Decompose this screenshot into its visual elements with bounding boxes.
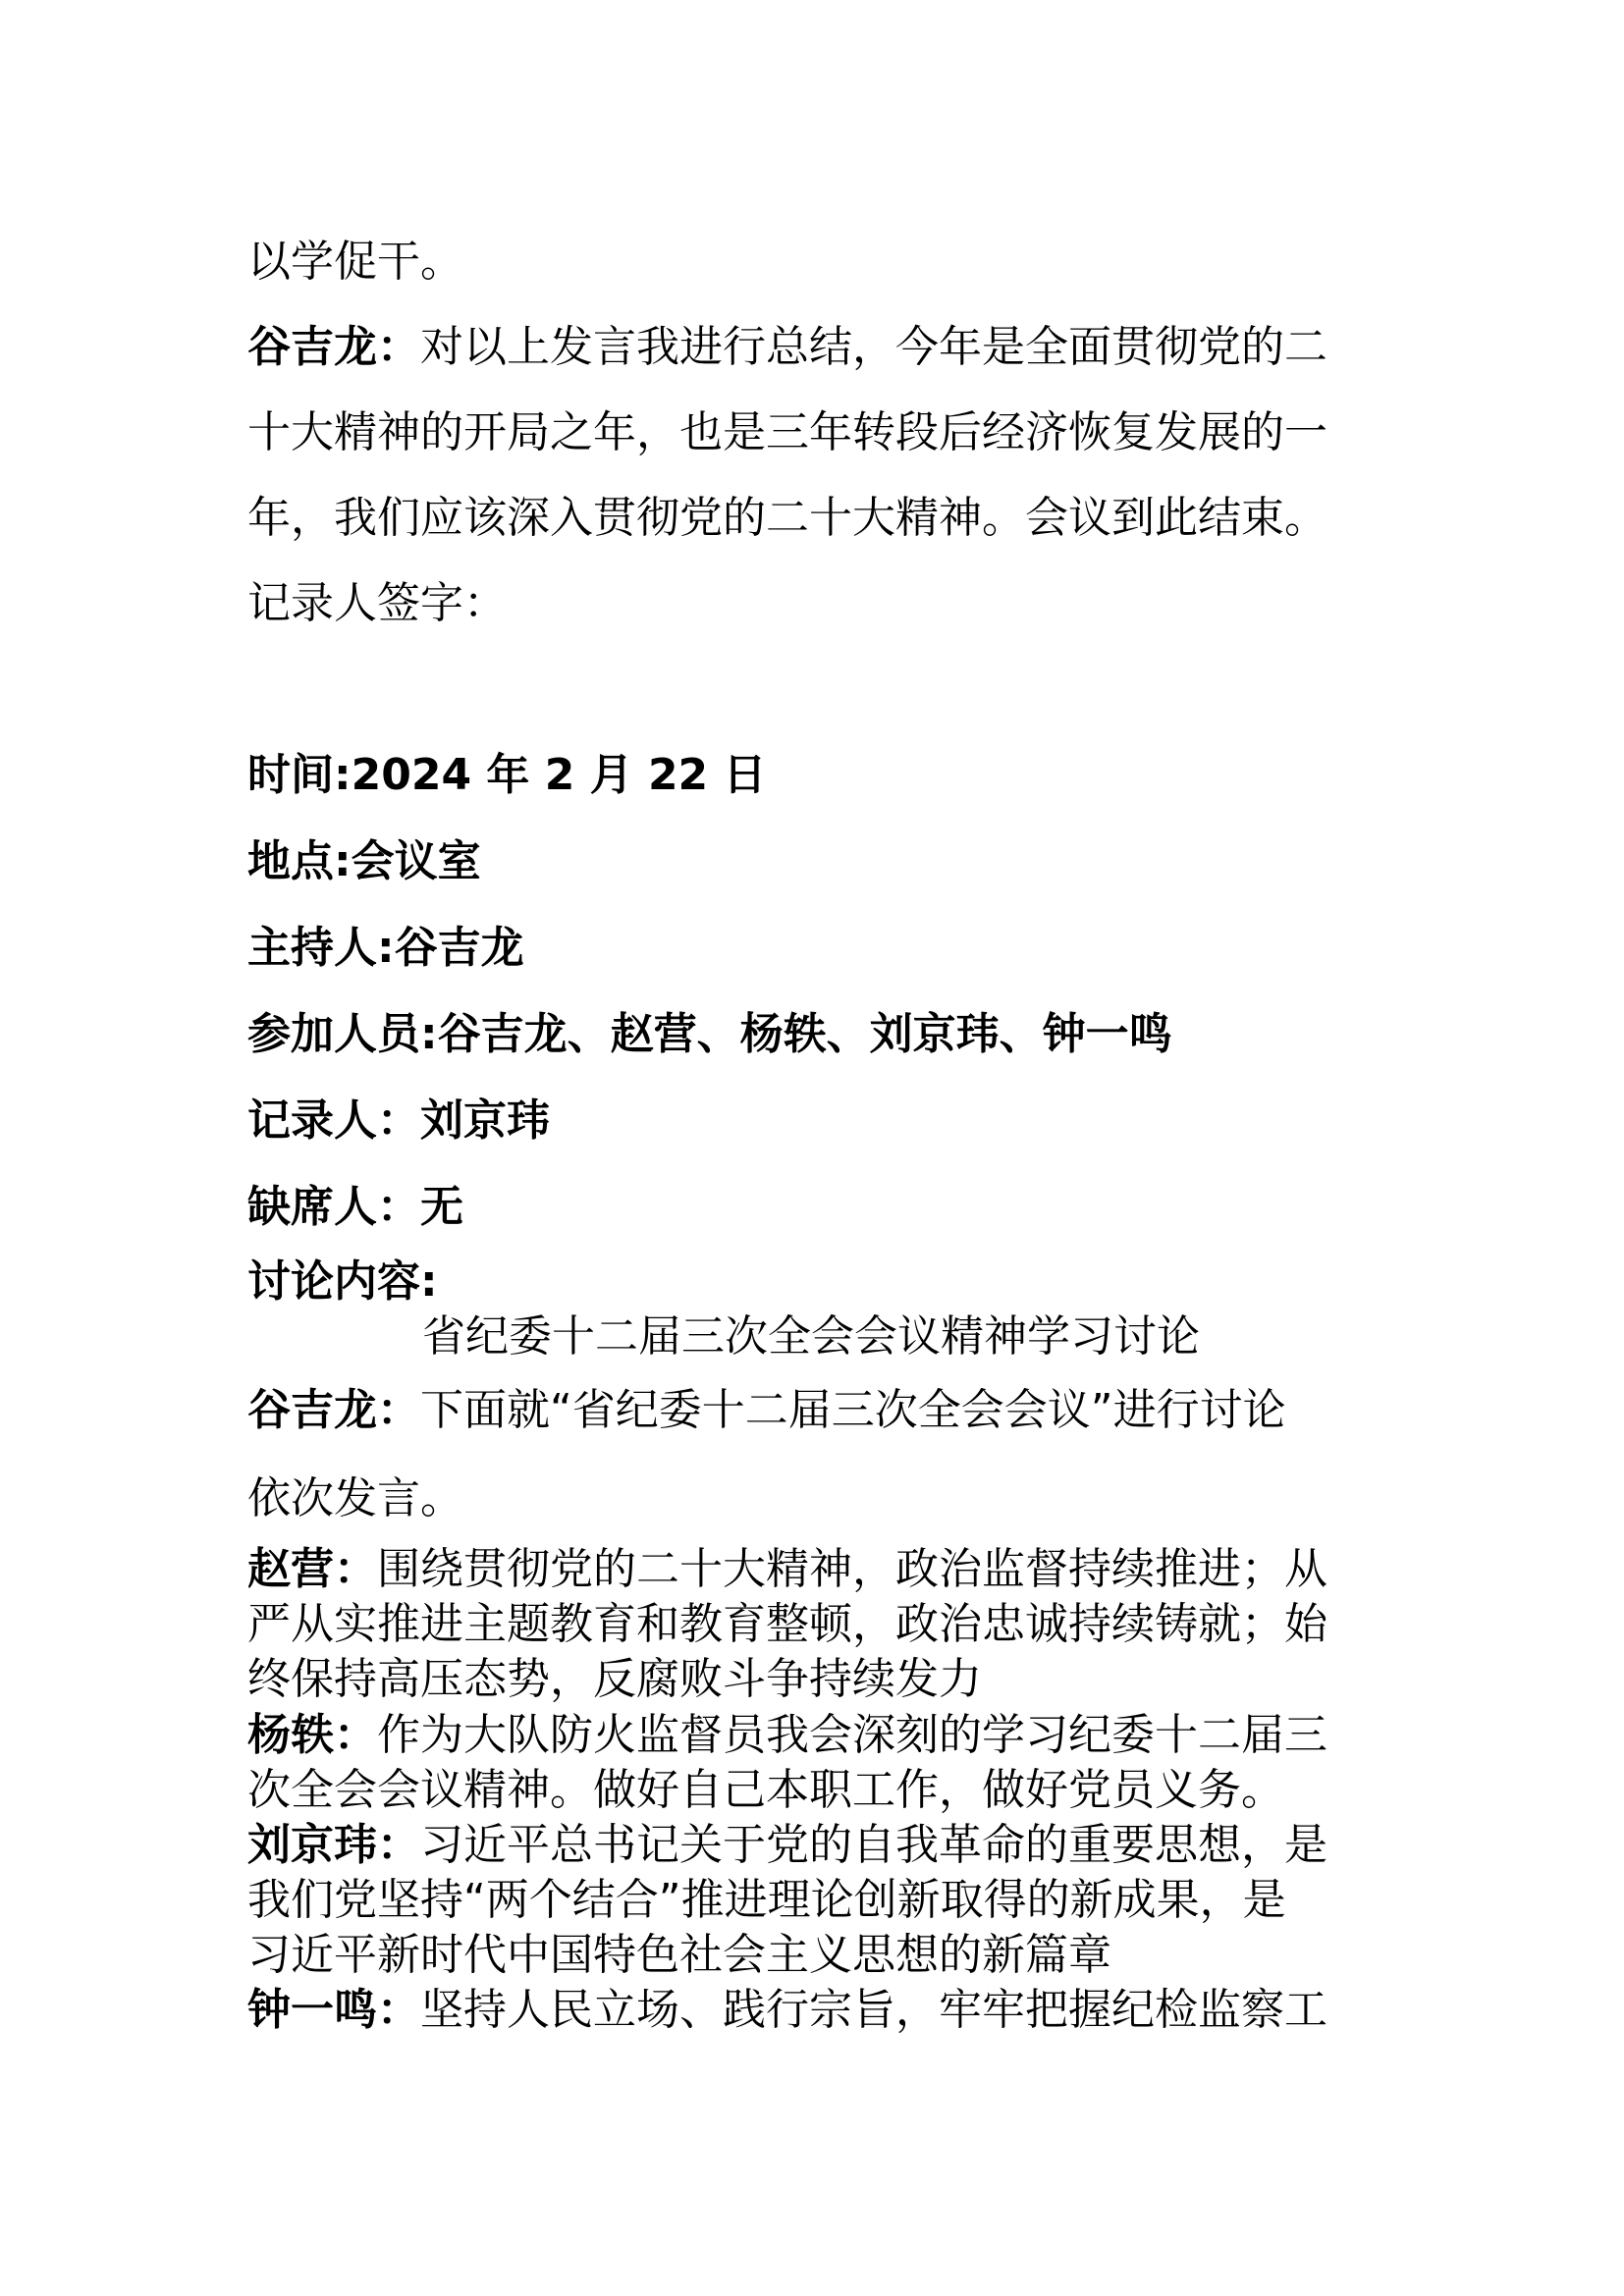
meeting-host: 主持人:谷吉龙 <box>247 923 524 973</box>
meeting-time: 时间:2024 年 2 月 22 日 <box>247 750 767 800</box>
speaker-name: 谷吉龙： <box>247 1385 420 1435</box>
speaker-name: 钟一鸣： <box>247 1985 420 2035</box>
speaker-name: 刘京玮： <box>247 1820 420 1870</box>
speaker-name: 杨轶： <box>247 1710 377 1760</box>
speech-text: 坚持人民立场、践行宗旨，牢牢把握纪检监察工 <box>420 1985 1327 2035</box>
text-line: 次全会会议精神。做好自己本职工作，做好党员义务。 <box>247 1765 1284 1815</box>
signature-label: 记录人签字： <box>247 578 507 628</box>
speaker-name: 谷吉龙： <box>247 322 420 372</box>
meeting-participants: 参加人员:谷吉龙、赵营、杨轶、刘京玮、钟一鸣 <box>247 1009 1172 1059</box>
speech-text: 习近平总书记关于党的自我革命的重要思想，是 <box>420 1820 1327 1870</box>
speech-text: 围绕贯彻党的二十大精神，政治监督持续推进；从 <box>377 1544 1327 1594</box>
text-line: 十大精神的开局之年，也是三年转段后经济恢复发展的一 <box>247 407 1327 457</box>
meeting-place: 地点:会议室 <box>247 836 481 886</box>
host-speech-line <box>247 1385 1286 1435</box>
speech-line <box>247 1820 1327 1870</box>
text-line: 年，我们应该深入贯彻党的二十大精神。会议到此结束。 <box>247 493 1327 543</box>
text-line: 终保持高压态势，反腐败斗争持续发力 <box>247 1654 982 1704</box>
meeting-recorder: 记录人：刘京玮 <box>247 1095 550 1146</box>
speech-line <box>247 1985 1327 2035</box>
text-line: 以学促干。 <box>247 237 463 287</box>
speech-line <box>247 1544 1327 1594</box>
speech-line <box>247 1710 1327 1760</box>
text-line: 我们党坚持“两个结合”推进理论创新取得的新成果，是 <box>247 1875 1286 1925</box>
speech-text: 作为大队防火监督员我会深刻的学习纪委十二届三 <box>377 1710 1327 1760</box>
speech-text: 对以上发言我进行总结，今年是全面贯彻党的二 <box>420 322 1327 372</box>
summary-paragraph-line <box>247 322 1327 372</box>
meeting-absent: 缺席人：无 <box>247 1182 463 1232</box>
discussion-topic: 省纪委十二届三次全会会议精神学习讨论 <box>422 1311 1200 1362</box>
text-line: 习近平新时代中国特色社会主义思想的新篇章 <box>247 1930 1111 1980</box>
speaker-name: 赵营： <box>247 1544 377 1594</box>
speech-text: 下面就“省纪委十二届三次全会会议”进行讨论 <box>420 1385 1286 1435</box>
text-line: 严从实推进主题教育和教育整顿，政治忠诚持续铸就；始 <box>247 1599 1327 1649</box>
text-line: 依次发言。 <box>247 1473 463 1523</box>
discussion-label: 讨论内容: <box>247 1256 438 1307</box>
